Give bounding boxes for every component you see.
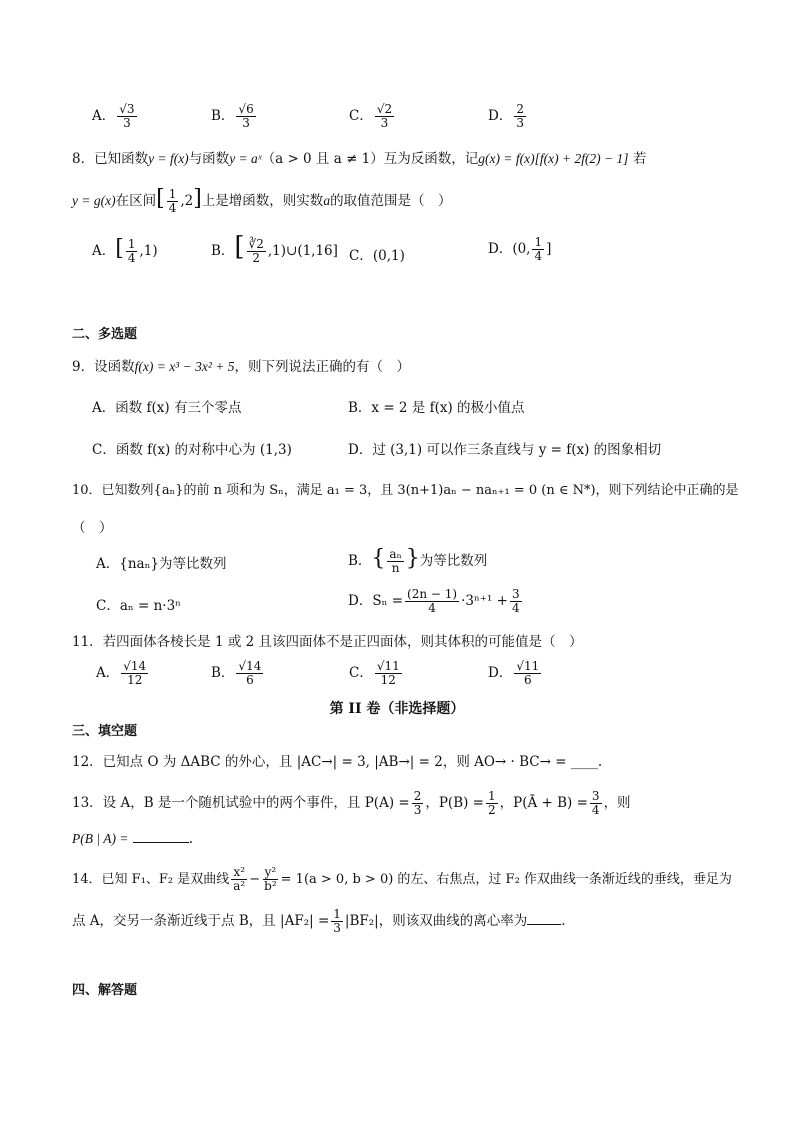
numerator: √14 xyxy=(238,659,262,673)
fraction xyxy=(486,790,498,817)
numerator: 3 xyxy=(591,789,600,803)
numerator: 1 xyxy=(168,187,177,201)
q8-option-d xyxy=(488,236,551,263)
denominator: 12 xyxy=(127,673,143,687)
option-label: B． xyxy=(211,243,235,259)
numerator: √2 xyxy=(376,102,393,116)
fraction xyxy=(262,866,279,893)
text: ] xyxy=(546,241,552,257)
q14-stem xyxy=(72,866,732,893)
fraction xyxy=(405,588,459,615)
numerator: √14 xyxy=(123,659,147,673)
fraction xyxy=(590,790,602,817)
option-label: D． xyxy=(488,108,513,124)
numerator: ∛2 xyxy=(248,237,264,251)
option-label: D． xyxy=(488,665,513,681)
fraction xyxy=(247,238,266,265)
option-label: C． xyxy=(349,248,373,264)
text: ,2 xyxy=(180,193,194,209)
denominator: 6 xyxy=(246,673,254,687)
q8-stem-line1 xyxy=(72,149,646,169)
bracket: [ xyxy=(234,232,245,262)
denominator: n xyxy=(391,561,400,575)
part-two-title: 第 II 卷（非选择题） xyxy=(329,701,465,717)
math: g(x) = f(x)[f(x) + 2f(2) − 1] xyxy=(478,151,629,166)
option-label: B． xyxy=(211,665,235,681)
text: ，则 xyxy=(603,795,631,811)
numerator: 1 xyxy=(487,789,496,803)
fraction xyxy=(231,866,247,893)
denominator: 3 xyxy=(413,803,422,817)
option-label: C． xyxy=(349,665,373,681)
option-label: A． xyxy=(92,243,116,259)
text: 的取值范围是（ ） xyxy=(330,193,452,209)
q7-option-a xyxy=(92,103,139,130)
denominator: 4 xyxy=(127,251,136,265)
text: (0,1) xyxy=(372,248,405,264)
fraction xyxy=(387,548,403,575)
numerator: 2 xyxy=(413,789,422,803)
denominator: 6 xyxy=(523,673,532,687)
q9-option-c: C．函数 f(x) 的对称中心为 (1,3) xyxy=(92,442,292,458)
text: ，P(Ā + B) = xyxy=(499,795,588,811)
brace: { xyxy=(371,546,386,571)
text: 点 A，交另一条渐近线于点 B，且 |AF₂| = xyxy=(72,913,330,929)
section-heading-fill-in: 三、填空题 xyxy=(72,724,138,739)
numerator: √11 xyxy=(516,659,540,673)
numerator: x² xyxy=(233,865,246,879)
text: D．Sₙ = xyxy=(348,593,404,609)
numerator: 1 xyxy=(534,235,543,249)
math: P(B | A) = xyxy=(72,831,129,846)
denominator: 3 xyxy=(516,116,524,130)
text: = 1(a > 0, b > 0) 的左、右焦点，过 F₂ 作双曲线一条渐近线的垂线，垂足为 xyxy=(280,872,732,887)
q7-option-b xyxy=(211,103,258,130)
option-label: C． xyxy=(349,108,373,124)
numerator: 1 xyxy=(333,907,341,921)
q8-stem-line2 xyxy=(72,188,452,215)
text: （a > 0 且 a ≠ 1）互为反函数，记 xyxy=(261,151,479,167)
fraction xyxy=(236,103,255,130)
numerator: √3 xyxy=(119,102,135,116)
q8-option-c xyxy=(349,244,405,264)
math: a xyxy=(323,193,331,208)
option-label: B． xyxy=(211,108,235,124)
numerator: √11 xyxy=(376,659,400,673)
q12-stem: 12．已知点 O 为 ΔABC 的外心，且 |AC→| = 3, |AB→| = 2，则 AO→ · BC→ = ____. xyxy=(72,754,603,770)
fraction xyxy=(331,908,343,935)
text: 在区间 xyxy=(115,193,157,209)
fraction xyxy=(117,103,136,130)
denominator: 4 xyxy=(591,803,600,817)
section-heading-solutions: 四、解答题 xyxy=(72,983,138,998)
math: y = aˣ xyxy=(229,151,262,166)
fraction xyxy=(375,660,402,687)
q9-option-b: B．x = 2 是 f(x) 的极小值点 xyxy=(348,400,525,416)
q7-option-d xyxy=(488,103,528,130)
section-heading-multi-choice: 二、多选题 xyxy=(72,327,138,342)
q11-option-b xyxy=(211,660,265,687)
numerator: 3 xyxy=(511,587,520,601)
denominator: 12 xyxy=(380,673,396,687)
text: ,1)∪(1,16] xyxy=(267,243,338,259)
fraction xyxy=(412,790,424,817)
bracket: [ xyxy=(156,186,165,211)
q11-option-a xyxy=(96,660,150,687)
text: |BF₂|，则该双曲线的离心率为 xyxy=(344,913,528,929)
answer-blank[interactable] xyxy=(133,842,189,843)
fraction xyxy=(510,588,522,615)
numerator: 2 xyxy=(516,102,524,116)
denominator: 3 xyxy=(123,116,131,130)
text: 为等比数列 xyxy=(419,553,488,569)
text: − xyxy=(249,872,261,887)
text: 14．已知 F₁、F₂ 是双曲线 xyxy=(72,872,230,887)
denominator: 4 xyxy=(511,601,520,615)
text: ，则下列说法正确的有（ ） xyxy=(234,359,410,375)
math: f(x) = x³ − 3x² + 5 xyxy=(134,359,235,374)
q10-option-b xyxy=(348,546,487,575)
q11-option-c xyxy=(349,660,404,687)
q10-option-a: A．{naₙ}为等比数列 xyxy=(96,556,227,572)
text: 若 xyxy=(632,151,647,167)
option-label: A． xyxy=(96,665,120,681)
text: 9．设函数 xyxy=(72,359,135,375)
denominator: 3 xyxy=(242,116,250,130)
q13-stem-line2 xyxy=(72,829,193,849)
numerator: 1 xyxy=(127,237,136,251)
bracket: ] xyxy=(193,186,202,211)
q11-stem: 11．若四面体各棱长是 1 或 2 且该四面体不是正四面体，则其体积的可能值是（ ） xyxy=(72,634,583,650)
text: . xyxy=(188,831,194,847)
text: ，P(B) = xyxy=(425,795,484,811)
denominator: 2 xyxy=(487,803,496,817)
denominator: a² xyxy=(233,879,246,893)
q10-option-d xyxy=(348,588,524,615)
q10-option-c: C．aₙ = n·3ⁿ xyxy=(96,598,182,614)
answer-blank[interactable] xyxy=(527,924,561,925)
bracket: [ xyxy=(115,236,124,261)
text: ·3ⁿ⁺¹ + xyxy=(461,593,508,609)
text: . xyxy=(561,913,566,929)
q7-option-c xyxy=(349,103,396,130)
q9-stem xyxy=(72,357,410,377)
denominator: 4 xyxy=(428,601,436,615)
q10-stem-cont: （ ） xyxy=(72,520,113,536)
text: (0, xyxy=(512,241,531,257)
denominator: 3 xyxy=(380,116,389,130)
fraction xyxy=(375,103,394,130)
option-label: B． xyxy=(348,553,372,569)
denominator: 4 xyxy=(534,249,543,263)
q9-option-a: A．函数 f(x) 有三个零点 xyxy=(92,400,242,416)
option-label: A． xyxy=(92,108,116,124)
fraction xyxy=(514,660,541,687)
q8-option-b xyxy=(211,232,338,265)
q14-stem-line2 xyxy=(72,908,566,935)
q10-stem: 10．已知数列{aₙ}的前 n 项和为 Sₙ，满足 a₁ = 3，且 3(n+1)aₙ − naₙ₊₁ = 0 (n ∈ N*)，则下列结论中正确的是 xyxy=(72,483,739,498)
text: 上是增函数，则实数 xyxy=(201,193,324,209)
denominator: b² xyxy=(264,879,277,893)
text: 13．设 A，B 是一个随机试验中的两个事件，且 P(A) = xyxy=(72,795,410,811)
text: 8．已知函数 xyxy=(72,151,149,167)
fraction xyxy=(126,238,138,265)
q8-option-a xyxy=(92,236,158,265)
numerator: (2n − 1) xyxy=(407,587,458,601)
fraction xyxy=(121,660,148,687)
brace: } xyxy=(405,546,420,571)
option-label: D． xyxy=(488,241,513,257)
text: 与函数 xyxy=(188,151,230,167)
math: y = f(x) xyxy=(148,151,189,166)
numerator: y² xyxy=(264,865,277,879)
numerator: aₙ xyxy=(389,547,402,561)
fraction xyxy=(532,236,544,263)
q11-option-d xyxy=(488,660,543,687)
q9-option-d: D．过 (3,1) 可以作三条直线与 y = f(x) 的图象相切 xyxy=(348,442,662,458)
denominator: 2 xyxy=(252,251,261,265)
fraction xyxy=(514,103,526,130)
numerator: √6 xyxy=(238,102,254,116)
text: ,1) xyxy=(139,243,158,259)
denominator: 3 xyxy=(333,921,341,935)
fraction xyxy=(236,660,263,687)
fraction xyxy=(167,188,179,215)
q13-stem xyxy=(72,790,631,817)
denominator: 4 xyxy=(168,201,177,215)
math: y = g(x) xyxy=(72,193,116,208)
